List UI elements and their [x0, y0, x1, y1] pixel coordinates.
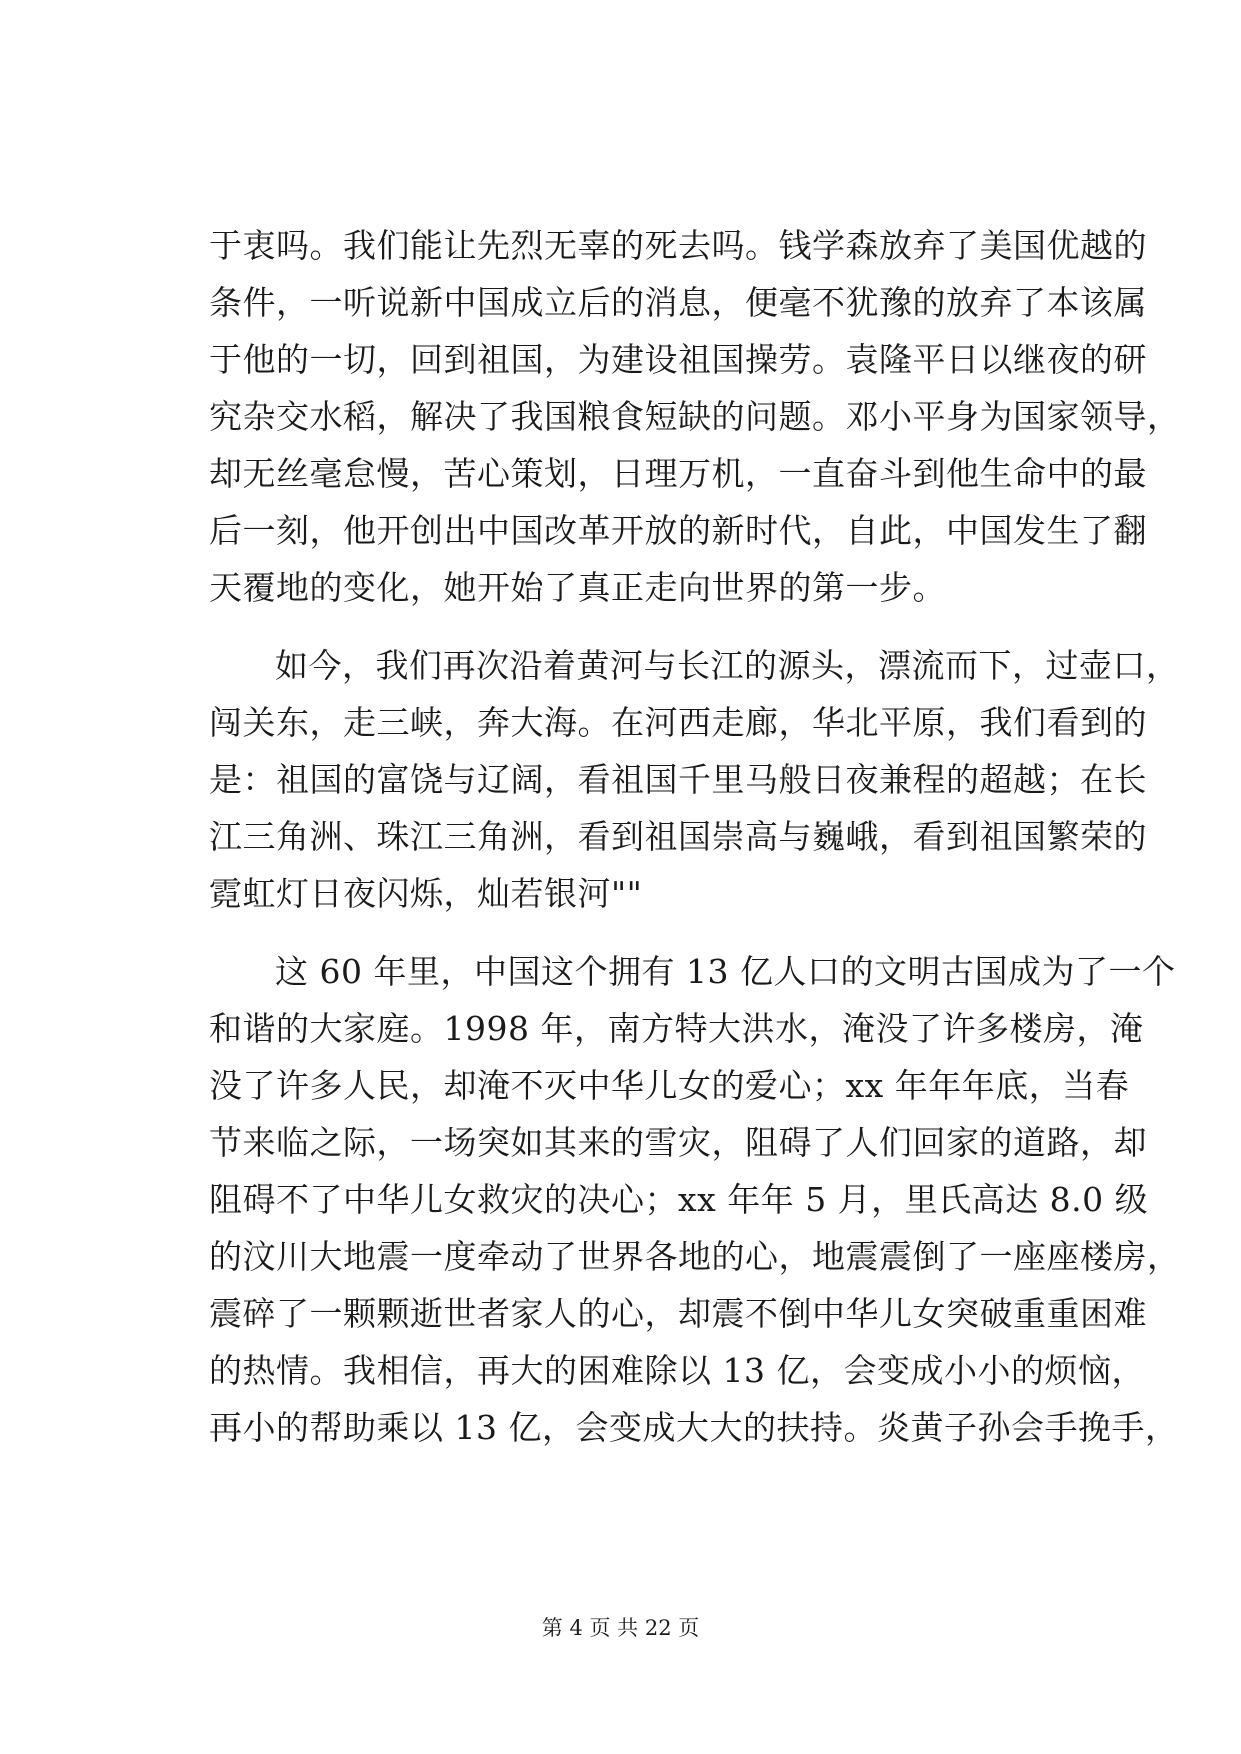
text-line: 节来临之际，一场突如其来的雪灾，阻碍了人们回家的道路，却 — [209, 1123, 1147, 1162]
text-line: 是：祖国的富饶与辽阔，看祖国千里马般日夜兼程的超越；在长 — [209, 760, 1147, 799]
text-line: 阻碍不了中华儿女救灾的决心；xx 年年 5 月，里氏高达 8.0 级 — [209, 1180, 1149, 1219]
text-line: 闯关东，走三峡，奔大海。在河西走廊，华北平原，我们看到的 — [209, 703, 1147, 742]
text-line: 的汶川大地震一度牵动了世界各地的心，地震震倒了一座座楼房， — [209, 1237, 1181, 1276]
paragraph-start-line: 如今，我们再次沿着黄河与长江的源头，漂流而下，过壶口， — [275, 646, 1180, 685]
page-number-footer: 第 4 页 共 22 页 — [541, 1616, 700, 1640]
text-line: 天覆地的变化，她开始了真正走向世界的第一步。 — [209, 568, 946, 607]
text-line: 再小的帮助乘以 13 亿，会变成大大的扶持。炎黄子孙会手挽手， — [209, 1408, 1179, 1447]
text-line: 却无丝毫怠慢，苦心策划，日理万机，一直奋斗到他生命中的最 — [209, 454, 1147, 493]
text-line: 后一刻，他开创出中国改革开放的新时代，自此，中国发生了翻 — [209, 511, 1147, 550]
text-line: 于他的一切，回到祖国，为建设祖国操劳。袁隆平日以继夜的研 — [209, 340, 1147, 379]
text-line: 没了许多人民，却淹不灭中华儿女的爱心；xx 年年年底，当春 — [209, 1066, 1130, 1105]
text-line: 和谐的大家庭。1998 年，南方特大洪水，淹没了许多楼房，淹 — [209, 1009, 1144, 1048]
text-line: 江三角洲、珠江三角洲，看到祖国崇高与巍峨，看到祖国繁荣的 — [209, 817, 1147, 856]
text-line: 的热情。我相信，再大的困难除以 13 亿，会变成小小的烦恼， — [209, 1351, 1145, 1390]
text-line: 究杂交水稻，解决了我国粮食短缺的问题。邓小平身为国家领导， — [209, 397, 1181, 436]
text-line: 于衷吗。我们能让先烈无辜的死去吗。钱学森放弃了美国优越的 — [209, 226, 1147, 265]
text-line: 条件，一听说新中国成立后的消息，便毫不犹豫的放弃了本该属 — [209, 283, 1147, 322]
text-line: 霓虹灯日夜闪烁，灿若银河"" — [209, 874, 643, 913]
text-line: 震碎了一颗颗逝世者家人的心，却震不倒中华儿女突破重重困难 — [209, 1294, 1147, 1333]
paragraph-start-line: 这 60 年里，中国这个拥有 13 亿人口的文明古国成为了一个 — [275, 952, 1176, 991]
